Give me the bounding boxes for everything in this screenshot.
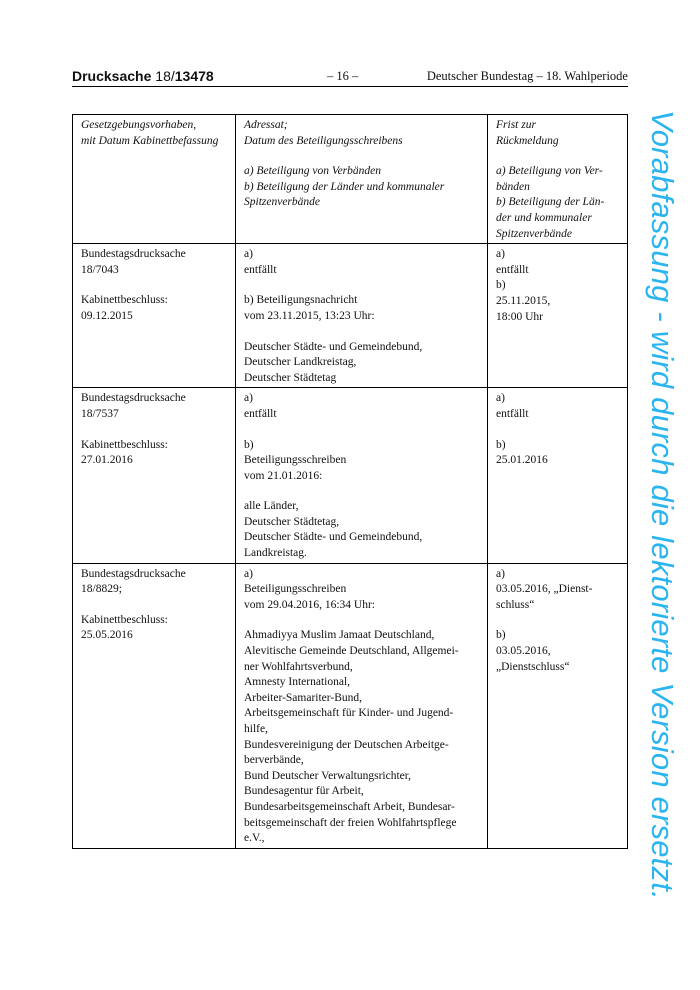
text-line: b) [244,438,254,451]
header-frist [488,115,628,244]
text-line: Frist zur [496,119,536,131]
text-line: 25.05.2016 [81,629,133,642]
text-line: b) [496,438,506,451]
text-line: Landkreistag. [244,547,307,560]
text-line: vom 21.01.2016: [244,469,323,482]
text-line: hilfe, [244,723,268,735]
text-line: Kabinettbeschluss: [81,613,168,626]
text-line: a) [244,392,253,405]
text-line: 27.01.2016 [81,454,133,467]
cell-frist [488,388,628,563]
text-line: Bundestagsdrucksache [81,567,186,580]
text-line: b) Beteiligung der Län- [496,196,605,209]
text-line: Amnesty International, [244,676,351,689]
spacer [244,325,479,340]
text-line: a) [496,392,505,405]
text-line: Adressat; [244,119,288,131]
text-line: Gesetzgebungsvorhaben, [81,119,197,131]
text-line: 25.11.2015, [496,294,551,307]
text-line: 03.05.2016, „Dienst- [496,583,593,596]
text-line: ner Wohlfahrtsverbund, [244,660,353,673]
text-line: beitsgemeinschaft der freien Wohlfahrtspflege [244,816,457,829]
cell-adressat [236,388,488,563]
text-line: Kabinettbeschluss: [81,438,168,451]
text-line: b) Beteiligung der Länder und kommunaler [244,180,445,193]
text-line: a) [496,248,505,261]
text-line: a) [244,248,253,261]
spacer [81,598,227,613]
text-line: a) [496,567,505,580]
text-line: Beteiligungsschreiben [244,454,347,467]
text-line: entfällt [244,263,277,276]
page-number: – 16 – [327,69,359,83]
text-line: Deutscher Städte- und Gemeindebund, [244,531,423,544]
text-line: Kabinettbeschluss: [81,294,168,307]
text-line: b) [496,279,506,292]
text-line: a) Beteiligung von Ver- [496,165,603,178]
text-line: Spitzenverbände [496,227,573,240]
page-header [72,68,628,87]
text-line: mit Datum Kabinettbefassung [81,134,219,147]
text-line: Bundesvereinigung der Deutschen Arbeitge- [244,738,449,751]
text-line: Deutscher Städtetag, [244,515,340,528]
text-line: Bundesarbeitsgemeinschaft Arbeit, Bundesar- [244,800,455,813]
text-line: Rückmeldung [496,134,559,147]
text-line: Arbeiter-Samariter-Bund, [244,691,363,704]
cell-vorhaben [73,563,236,848]
cell-vorhaben [73,244,236,388]
text-line: a) Beteiligung von Verbänden [244,165,382,178]
spacer [496,613,619,628]
text-line: Bundesagentur für Arbeit, [244,785,364,798]
text-line: alle Länder, [244,500,299,513]
text-line: Deutscher Städte- und Gemeindebund, [244,340,423,353]
spacer [496,423,619,438]
drucksache-number: 13478 [174,68,214,84]
text-line: Beteiligungsschreiben [244,583,347,596]
text-line: Deutscher Landkreistag, [244,356,357,369]
text-line: bänden [496,180,530,193]
text-line: b) [496,629,506,642]
header-adressat [236,115,488,244]
cell-frist [488,563,628,848]
drucksache-id [72,68,214,84]
table-row [73,244,628,388]
table-row [73,388,628,563]
text-line: schluss“ [496,598,535,611]
drucksache-label: Drucksache [72,68,152,84]
text-line: Bundestagsdrucksache [81,248,186,261]
text-line: a) [244,567,253,580]
institution: Deutscher Bundestag – 18. Wahlperiode [426,69,628,83]
text-line: entfällt [496,263,529,276]
cell-adressat [236,563,488,848]
cell-adressat [236,244,488,388]
text-line: b) Beteiligungsnachricht [244,294,358,307]
text-line: der und kommunaler [496,211,592,224]
text-line: Spitzenverbände [244,196,321,209]
text-line: Arbeitsgemeinschaft für Kinder- und Jugend- [244,707,454,720]
text-line: vom 23.11.2015, 13:23 Uhr: [244,309,375,322]
spacer [81,278,227,293]
drucksache-prefix: 18/ [155,68,175,84]
text-line: Ahmadiyya Muslim Jamaat Deutschland, [244,629,435,642]
spacer [244,613,479,628]
text-line: Alevitische Gemeinde Deutschland, Allgemei- [244,645,459,658]
text-line: berverbände, [244,754,304,767]
text-line: 09.12.2015 [81,309,133,322]
spacer [244,149,479,164]
text-line: Deutscher Städtetag [244,371,337,384]
text-line: „Dienstschluss“ [496,660,570,673]
text-line: 03.05.2016, [496,645,551,658]
spacer [496,149,619,164]
cell-frist [488,244,628,388]
spacer [244,484,479,499]
header-vorhaben [73,115,236,244]
spacer [81,423,227,438]
spacer [244,423,479,438]
table-row [73,563,628,848]
text-line: 25.01.2016 [496,454,548,467]
text-line: 18/7537 [81,407,119,420]
text-line: vom 29.04.2016, 16:34 Uhr: [244,598,375,611]
text-line: entfällt [244,407,277,420]
beteiligung-table [72,114,628,849]
text-line: Bundestagsdrucksache [81,392,186,405]
cell-vorhaben [73,388,236,563]
text-line: 18/8829; [81,583,122,596]
text-line: Bund Deutscher Verwaltungsrichter, [244,769,411,782]
spacer [244,278,479,293]
text-line: entfällt [496,407,529,420]
table-header-row [73,115,628,244]
text-line: 18:00 Uhr [496,310,543,323]
draft-watermark: Vorabfassung - wird durch die lektorierte Version ersetzt. [645,110,680,900]
text-line: Datum des Beteiligungsschreibens [244,134,403,147]
text-line: e.V., [244,832,265,845]
text-line: 18/7043 [81,263,119,276]
